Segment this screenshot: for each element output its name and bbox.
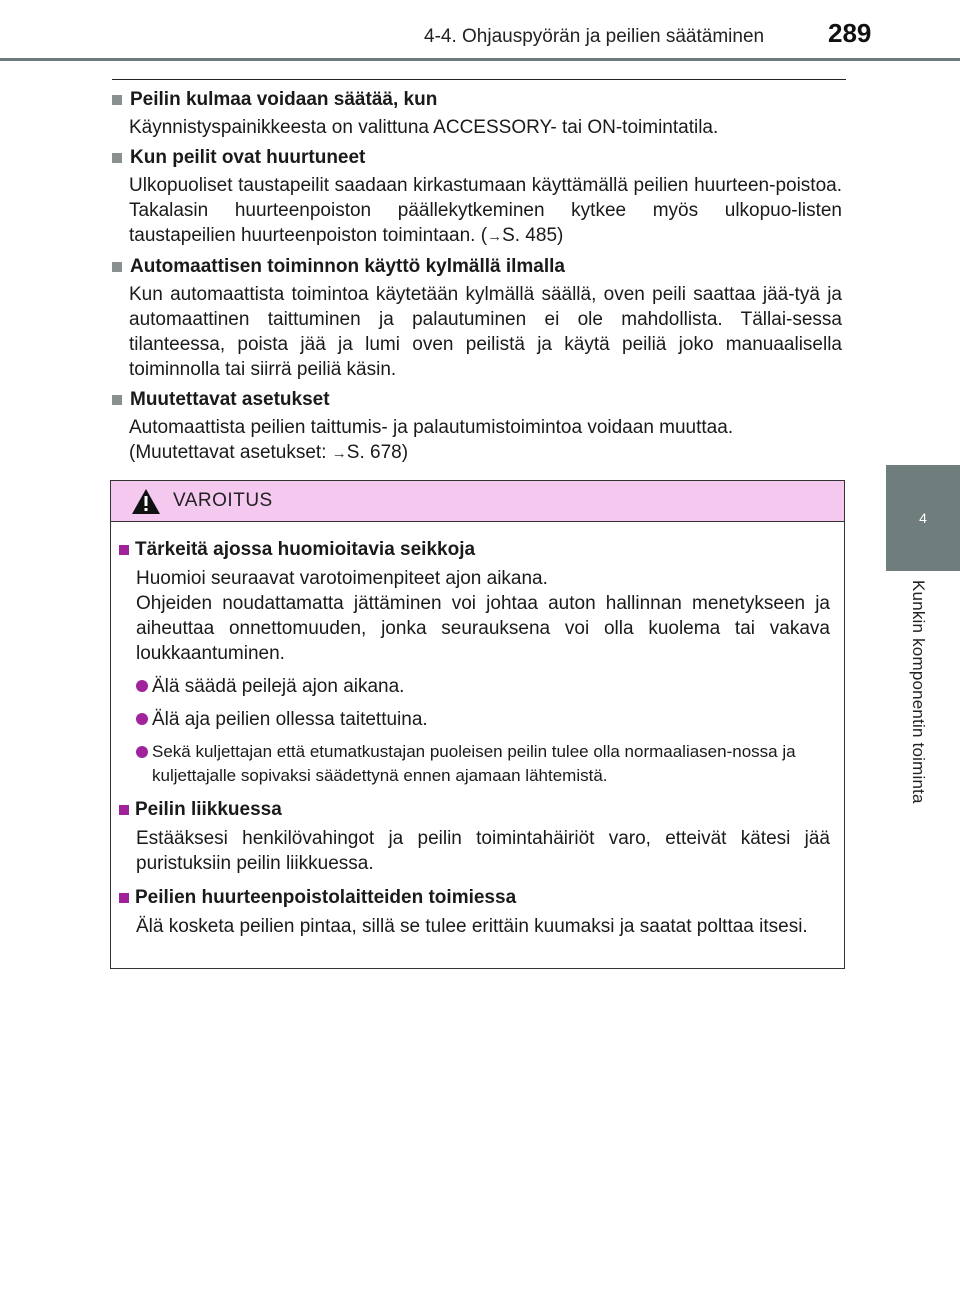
square-bullet-icon — [119, 893, 129, 903]
square-bullet-icon — [112, 153, 122, 163]
square-bullet-icon — [119, 545, 129, 555]
arrow-right-icon: → — [331, 445, 347, 462]
warning-section-mirror-moving — [119, 798, 830, 876]
arrow-right-icon: → — [487, 228, 503, 245]
section-body: Automaattista peilien taittumis- ja palautumistoimintoa voidaan muuttaa. (Muutettavat asetukset: →S. 678) — [129, 417, 734, 463]
warning-body — [111, 522, 844, 939]
section-heading: Muutettavat asetukset — [130, 389, 330, 410]
section-heading: Automaattisen toiminnon käyttö kylmällä ilmalla — [130, 256, 565, 277]
section-fogged-mirrors — [112, 146, 842, 249]
round-bullet-icon — [136, 746, 148, 758]
square-bullet-icon — [119, 805, 129, 815]
warning-box — [110, 480, 845, 969]
chapter-tab-label: Kunkin komponentin toiminta — [909, 580, 928, 804]
warning-bullet: Älä säädä peilejä ajon aikana. — [119, 674, 830, 699]
warning-title: VAROITUS — [173, 490, 273, 511]
header-divider — [0, 58, 960, 61]
section-cold-weather — [112, 255, 842, 382]
section-body: Ulkopuoliset taustapeilit saadaan kirkastumaan käyttämällä peilien huurteen-poistoa. Takalasin huurteenpoiston päällekytkeminen kytkee myös ulkopuo-listen taustapeilien huurteenpoiston toimintaan. (→S. 485) — [129, 175, 842, 246]
warning-heading: Tärkeitä ajossa huomioitavia seikkoja — [135, 539, 476, 560]
warning-header — [111, 481, 844, 522]
chapter-title: 4-4. Ohjauspyörän ja peilien säätäminen — [424, 26, 765, 47]
section-mirror-adjust-conditions — [112, 88, 842, 140]
page-reference-link[interactable]: S. 678 — [346, 442, 402, 463]
warning-text: Huomioi seuraavat varotoimenpiteet ajon aikana. Ohjeiden noudattamatta jättäminen voi johtaa auton hallinnan menetykseen ja aiheuttaa onnettomuuden, jonka seurauksena voi olla kuolema tai vakava loukkaantuminen. — [136, 568, 830, 664]
warning-section-driving — [119, 538, 830, 788]
square-bullet-icon — [112, 395, 122, 405]
warning-bullet: Sekä kuljettajan että etumatkustajan puoleisen peilin tulee olla normaaliasen-nossa ja kuljettajalle sopivaksi säädettynä ennen ajamaan lähtemistä. — [119, 740, 830, 788]
chapter-tab — [886, 465, 960, 571]
square-bullet-icon — [112, 95, 122, 105]
warning-text: Älä kosketa peilien pintaa, sillä se tulee erittäin kuumaksi ja saatat polttaa itsesi. — [136, 916, 808, 937]
warning-triangle-icon — [131, 488, 161, 515]
page-header — [0, 0, 960, 66]
warning-bullet: Älä aja peilien ollessa taitettuina. — [119, 707, 830, 732]
warning-section-defogger — [119, 886, 830, 939]
section-body: Kun automaattista toimintoa käytetään kylmällä säällä, oven peili saattaa jää-tyä ja automaattinen taittuminen ja palautuminen ei ole mahdollista. Tällai-sessa tilanteessa, poista jää ja lumi oven peilistä ja käytä peiliä joko manuaalisella toiminnolla tai siirrä peiliä käsin. — [129, 284, 842, 380]
main-content — [112, 88, 842, 472]
chapter-tab-number: 4 — [919, 510, 927, 526]
section-heading: Peilin kulmaa voidaan säätää, kun — [130, 89, 438, 110]
section-heading: Kun peilit ovat huurtuneet — [130, 147, 366, 168]
warning-text: Estääksesi henkilövahingot ja peilin toimintahäiriöt varo, etteivät kätesi jää puristuksiin peilin liikkuessa. — [136, 828, 830, 874]
warning-heading: Peilien huurteenpoistolaitteiden toimiessa — [135, 887, 517, 908]
page-reference-link[interactable]: S. 485 — [502, 225, 558, 246]
round-bullet-icon — [136, 680, 148, 692]
content-top-rule — [112, 79, 846, 80]
round-bullet-icon — [136, 713, 148, 725]
square-bullet-icon — [112, 262, 122, 272]
warning-heading: Peilin liikkuessa — [135, 799, 282, 820]
page-number: 289 — [828, 18, 872, 48]
section-customizable-settings — [112, 388, 842, 466]
section-body: Käynnistyspainikkeesta on valittuna ACCESSORY- tai ON-toimintatila. — [129, 117, 719, 138]
